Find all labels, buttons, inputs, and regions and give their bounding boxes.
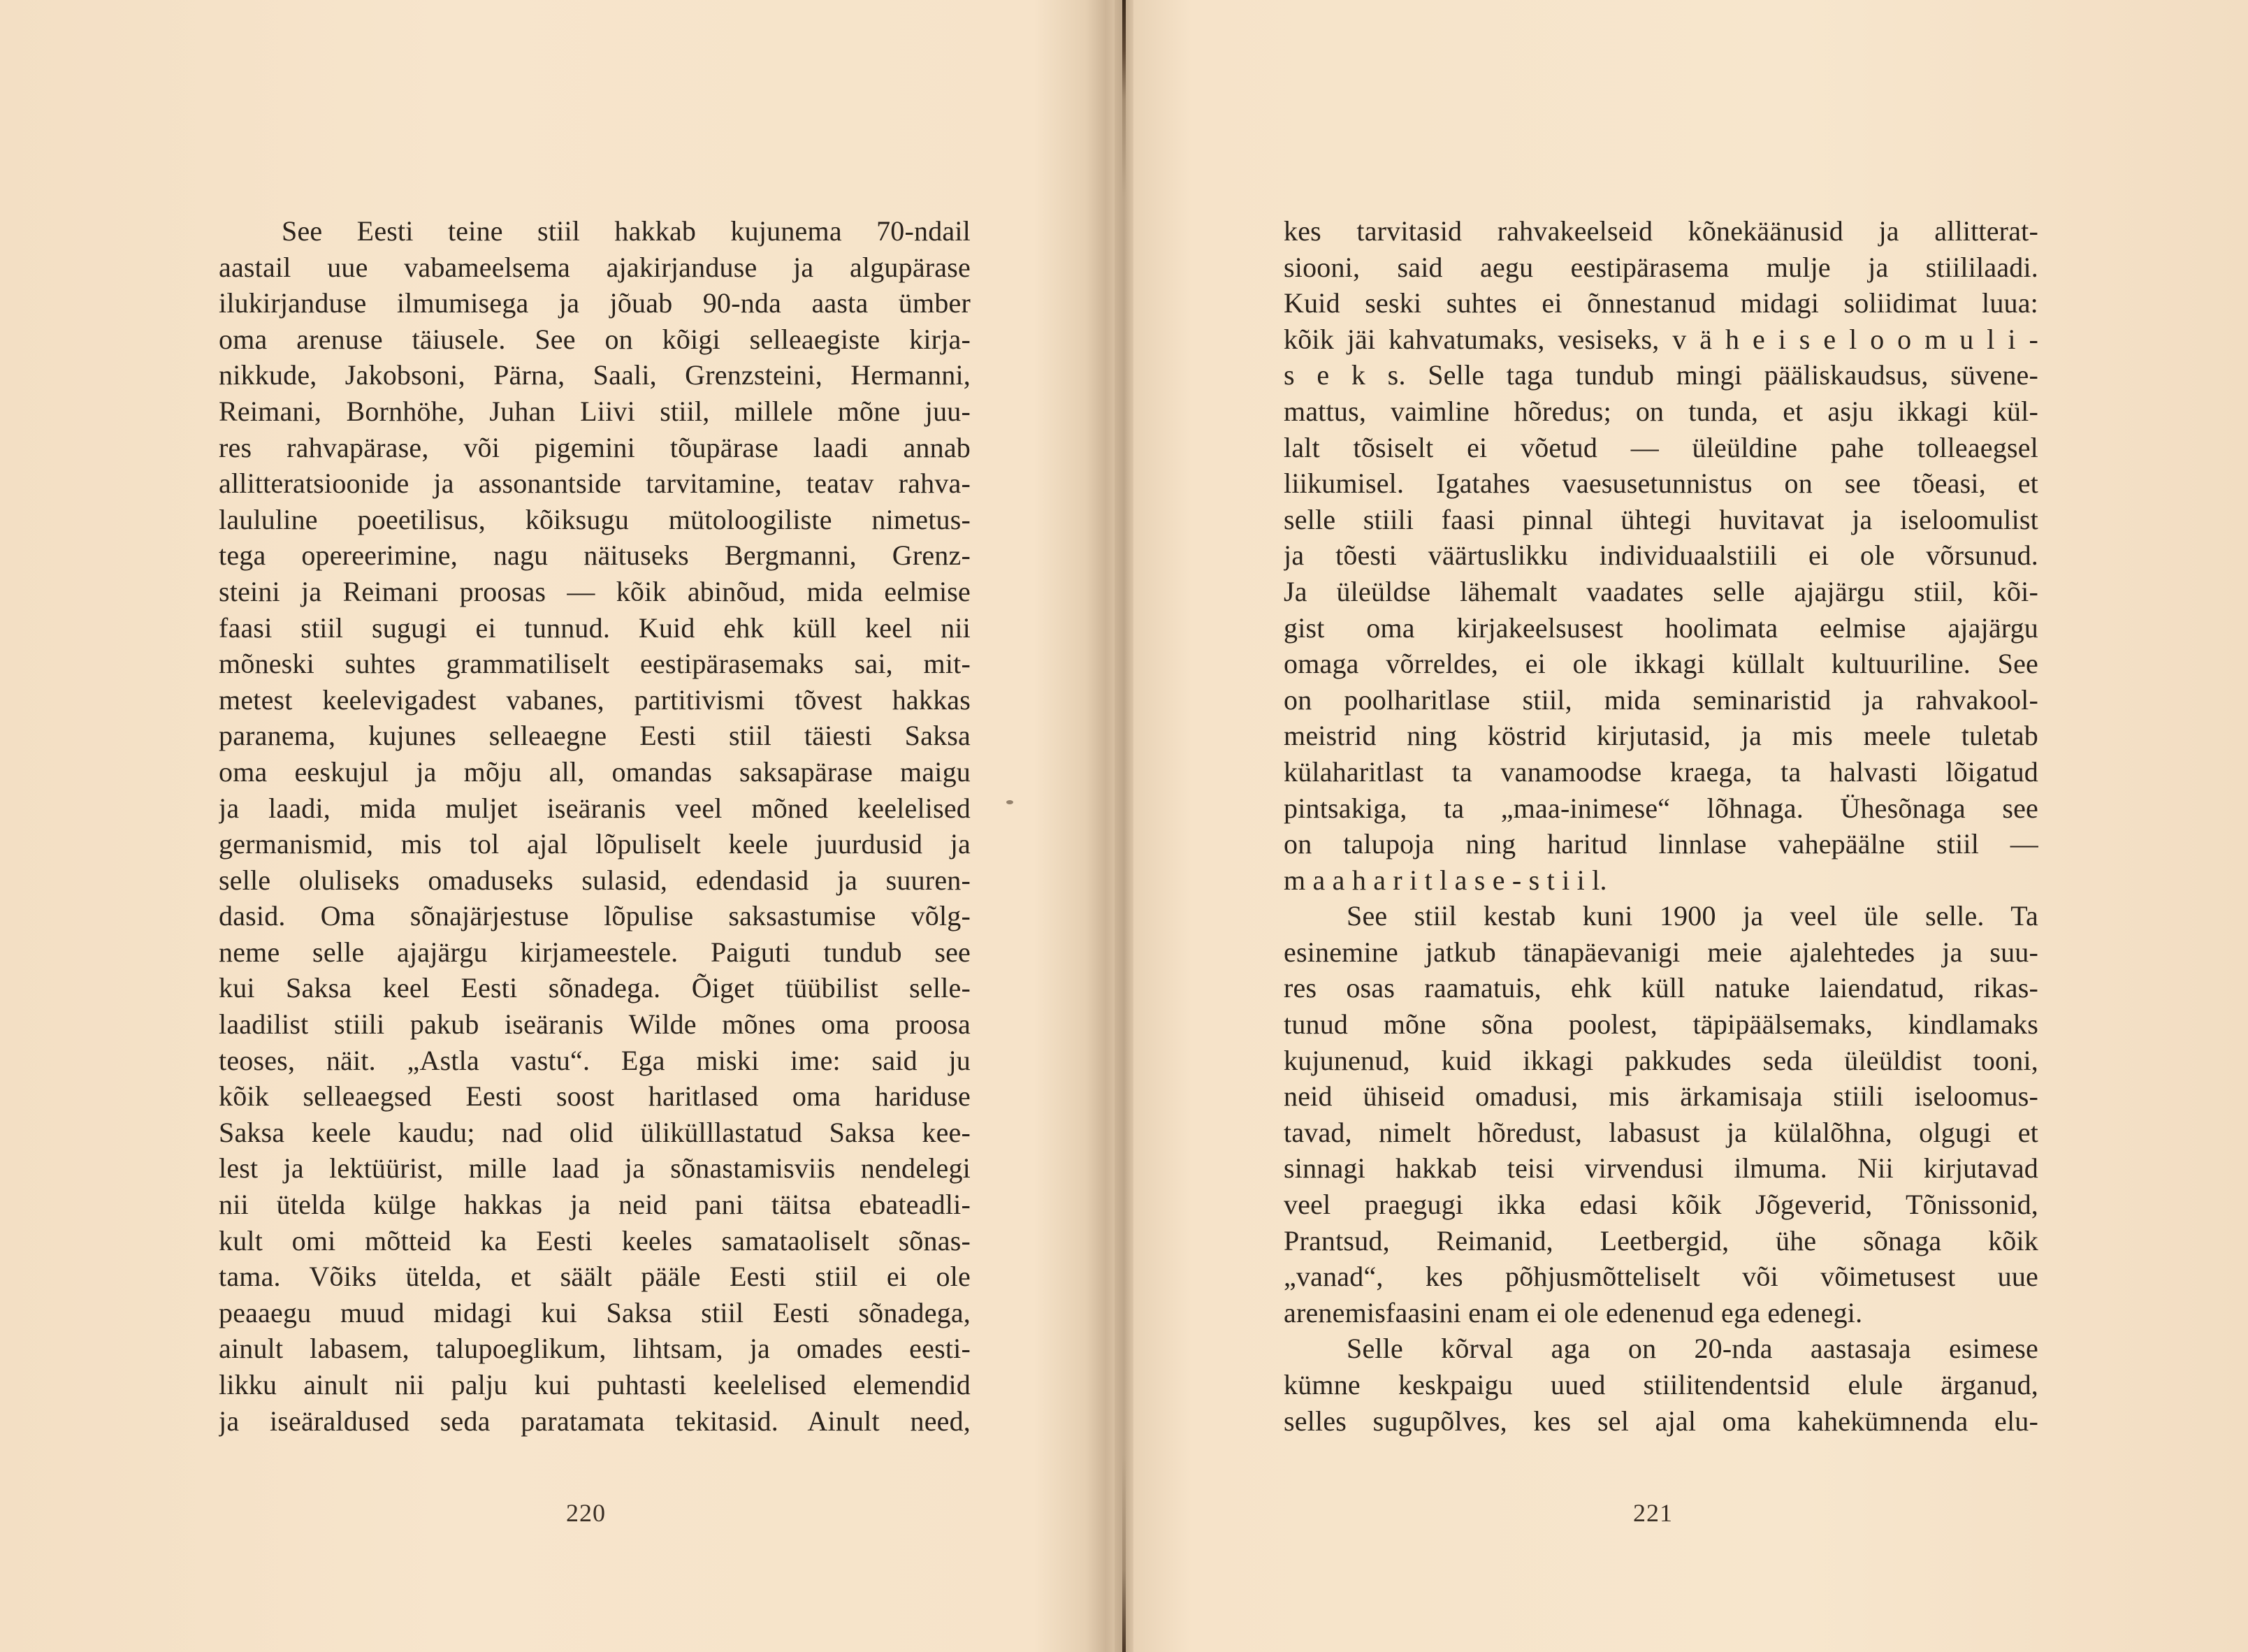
text-line: Ja üleüldse lähemalt vaadates selle ajajärgu stiil, kõi- <box>1284 575 2038 607</box>
text-line: Saksa keele kaudu; nad olid ülikülllastatud Saksa kee- <box>219 1116 971 1148</box>
text-line: s e k s. Selle taga tundub mingi pääliskaudsus, süvene- <box>1284 359 2038 391</box>
text-line: steini ja Reimani proosas — kõik abinõud, mida eelmise <box>219 575 971 607</box>
page-number: 220 <box>566 1499 606 1527</box>
text-line: sinnagi hakkab teisi virvendusi ilmuma. Nii kirjutavad <box>1284 1152 2038 1184</box>
text-line: paranema, kujunes selleaegne Eesti stiil täiesti Saksa <box>219 720 971 752</box>
text-line: pintsakiga, ta „maa-inimese“ lõhnaga. Ühesõnaga see <box>1284 792 2038 824</box>
text-line: laululine poeetilisus, kõiksugu mütoloogiliste nimetus- <box>219 503 971 535</box>
text-line: laadilist stiili pakub iseäranis Wilde mõnes oma proosa <box>219 1008 971 1041</box>
text-line: kõik jäi kahvatumaks, vesiseks, v ä h e i s e l o o m u l i - <box>1284 323 2038 355</box>
text-line: esinemine jatkub tänapäevanigi meie ajalehtedes ja suu- <box>1284 936 2038 968</box>
text-line: oma eeskujul ja mõju all, omandas saksapärase maigu <box>219 755 971 788</box>
right-page <box>1133 0 2248 1652</box>
text-line: peaaegu muud midagi kui Saksa stiil Eesti sõnadega, <box>219 1296 971 1328</box>
text-line: likku ainult nii palju kui puhtasti keelelised elemendid <box>219 1369 971 1400</box>
text-line: allitteratsioonide ja assonantside tarvitamine, teatav rahva- <box>219 468 971 500</box>
text-line: tunud mõne sõna poolest, täpipäälsemaks, kindlamaks <box>1284 1008 2038 1041</box>
text-line: nii ütelda külge hakkas ja neid pani täitsa ebateadli- <box>219 1189 971 1221</box>
text-line: liikumisel. Igatahes vaesusetunnistus on see tõeasi, et <box>1284 468 2038 500</box>
text-line: selles sugupõlves, kes sel ajal oma kahekümnenda elu- <box>1284 1405 2038 1437</box>
text-line: neme selle ajajärgu kirjameestele. Paiguti tundub see <box>219 936 971 968</box>
right-page-text <box>1284 213 2038 1439</box>
text-line: See stiil kestab kuni 1900 ja veel üle selle. Ta <box>1347 900 2038 932</box>
spine-shadow <box>1122 0 1126 1652</box>
text-line: dasid. Oma sõnajärjestuse lõpulise saksastumise võlg- <box>219 900 971 932</box>
text-line: m a a h a r i t l a s e - s t i i l. <box>1284 864 1607 896</box>
text-line: mõneski suhtes grammatiliselt eestipärasemaks sai, mit- <box>219 648 971 680</box>
text-line: lest ja lektüürist, mille laad ja sõnastamisviis nendelegi <box>219 1152 971 1184</box>
text-line: Reimani, Bornhöhe, Juhan Liivi stiil, millele mõne juu- <box>219 395 971 427</box>
text-line: Kuid seski suhtes ei õnnestanud midagi soliidimat luua: <box>1284 287 2038 319</box>
text-line: res osas raamatuis, ehk küll natuke laiendatud, rikas- <box>1284 972 2038 1004</box>
text-line: lalt tõsiselt ei võetud — üleüldine pahe tolleaegsel <box>1284 431 2038 463</box>
text-line: germanismid, mis tol ajal lõpuliselt keele juurdusid ja <box>219 828 971 860</box>
text-line: ja iseäraldused seda paratamata tekitasid. Ainult need, <box>219 1405 971 1437</box>
text-line: mattus, vaimline hõredus; on tunda, et asju ikkagi kül- <box>1284 395 2038 427</box>
text-line: aastail uue vabameelsema ajakirjanduse ja algupärase <box>219 251 971 283</box>
text-line: nikkude, Jakobsoni, Pärna, Saali, Grenzsteini, Hermanni, <box>219 359 971 391</box>
text-line: külaharitlast ta vanamoodse kraega, ta halvasti lõigatud <box>1284 755 2038 788</box>
book-gutter <box>1115 0 1133 1652</box>
paper-speck <box>1006 800 1013 804</box>
text-line: omaga võrreldes, ei ole ikkagi küllalt kultuuriline. See <box>1284 648 2038 680</box>
left-page-text <box>219 213 971 1439</box>
text-line: kujunenud, kuid ikkagi pakkudes seda üleüldist tooni, <box>1284 1044 2038 1076</box>
text-line: tama. Võiks ütelda, et säält pääle Eesti stiil ei ole <box>219 1261 971 1293</box>
text-line: res rahvapärase, või pigemini tõupärase laadi annab <box>219 431 971 463</box>
text-line: ilukirjanduse ilmumisega ja jõuab 90-nda aasta ümber <box>219 287 971 319</box>
left-page <box>0 0 1115 1652</box>
text-line: ainult labasem, talupoeglikum, lihtsam, ja omades eesti- <box>219 1333 971 1365</box>
text-line: oma arenuse täiusele. See on kõigi selleaegiste kirja- <box>219 323 971 355</box>
text-line: See Eesti teine stiil hakkab kujunema 70-ndail <box>282 215 971 247</box>
text-line: faasi stiil sugugi ei tunnud. Kuid ehk küll keel nii <box>219 611 971 644</box>
text-line: teoses, näit. „Astla vastu“. Ega miski ime: said ju <box>219 1044 971 1076</box>
text-line: on talupoja ning haritud linnlase vahepäälne stiil — <box>1284 828 2038 860</box>
text-line: kümne keskpaigu uued stiilitendentsid elule ärganud, <box>1284 1369 2038 1400</box>
text-line: kõik selleaegsed Eesti soost haritlased oma hariduse <box>219 1080 971 1113</box>
text-line: kes tarvitasid rahvakeelseid kõnekäänusid ja allitterat- <box>1284 215 2038 247</box>
text-line: on poolharitlase stiil, mida seminaristid ja rahvakool- <box>1284 683 2038 716</box>
text-line: Prantsud, Reimanid, Leetbergid, ühe sõnaga kõik <box>1284 1224 2038 1256</box>
text-line: selle oluliseks omaduseks sulasid, edendasid ja suuren- <box>219 864 971 896</box>
page-number: 221 <box>1633 1499 1673 1527</box>
text-line: meistrid ning köstrid kirjutasid, ja mis meele tuletab <box>1284 720 2038 752</box>
text-line: ja tõesti väärtuslikku individuaalstiili ei ole võrsunud. <box>1284 539 2038 572</box>
text-line: siooni, said aegu eestipärasema mulje ja stiililaadi. <box>1284 251 2038 283</box>
text-line: ja laadi, mida muljet iseäranis veel mõned keelelised <box>219 792 971 824</box>
text-line: kui Saksa keel Eesti sõnadega. Õiget tüübilist selle- <box>219 972 971 1004</box>
text-line: „vanad“, kes põhjusmõtteliselt või võimetusest uue <box>1284 1261 2038 1293</box>
text-line: arenemisfaasini enam ei ole edenenud ega edenegi. <box>1284 1296 1863 1328</box>
text-line: kult omi mõtteid ka Eesti keeles samataoliselt sõnas- <box>219 1224 971 1256</box>
text-line: metest keelevigadest vabanes, partitivismi tõvest hakkas <box>219 683 971 716</box>
text-line: gist oma kirjakeelsusest hoolimata eelmise ajajärgu <box>1284 611 2038 644</box>
text-line: Selle kõrval aga on 20-nda aastasaja esimese <box>1347 1333 2038 1365</box>
text-line: selle stiili faasi pinnal ühtegi huvitavat ja iseloomulist <box>1284 503 2038 535</box>
text-line: tavad, nimelt hõredust, labasust ja külalõhna, olgugi et <box>1284 1116 2038 1148</box>
text-line: tega opereerimine, nagu näituseks Bergmanni, Grenz- <box>219 539 971 572</box>
text-line: veel praegugi ikka edasi kõik Jõgeverid, Tõnissonid, <box>1284 1189 2038 1221</box>
text-line: neid ühiseid omadusi, mis ärkamisaja stiili iseloomus- <box>1284 1080 2038 1113</box>
